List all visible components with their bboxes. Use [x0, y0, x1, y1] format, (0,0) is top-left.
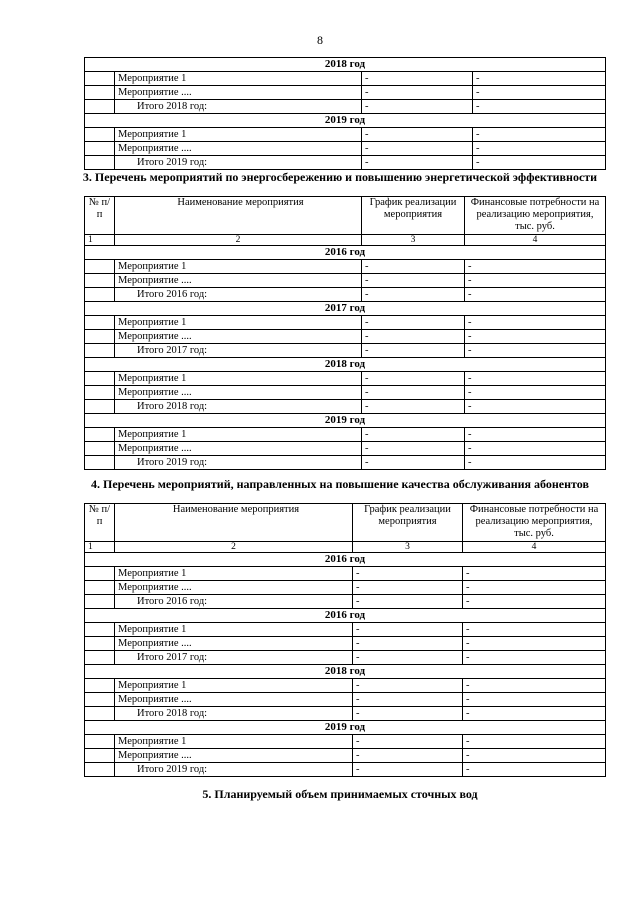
row-number-cell	[85, 428, 115, 442]
column-number: 1	[85, 542, 115, 553]
total-label: Итого 2018 год:	[115, 707, 353, 721]
column-number: 1	[85, 235, 115, 246]
activity-row	[85, 679, 606, 693]
header-activity-name: Наименование мероприятия	[115, 197, 362, 235]
row-number-cell	[85, 288, 115, 302]
activity-name: Мероприятие ....	[115, 442, 362, 456]
row-number-cell	[85, 637, 115, 651]
row-number-cell	[85, 456, 115, 470]
activity-row	[85, 693, 606, 707]
row-number-cell	[85, 344, 115, 358]
finance-cell: -	[473, 72, 606, 86]
row-number-cell	[85, 372, 115, 386]
activity-name: Мероприятие ....	[115, 86, 362, 100]
finance-cell: -	[465, 400, 606, 414]
finance-cell: -	[473, 128, 606, 142]
finance-cell: -	[465, 330, 606, 344]
column-number: 2	[115, 542, 353, 553]
row-number-cell	[85, 567, 115, 581]
activity-name: Мероприятие 1	[115, 735, 353, 749]
row-number-cell	[85, 707, 115, 721]
column-number: 3	[353, 542, 463, 553]
total-row	[85, 156, 606, 170]
row-number-cell	[85, 735, 115, 749]
total-label: Итого 2017 год:	[115, 344, 362, 358]
activity-name: Мероприятие ....	[115, 581, 353, 595]
activity-row	[85, 581, 606, 595]
schedule-cell: -	[362, 442, 465, 456]
schedule-cell: -	[362, 72, 473, 86]
finance-cell: -	[465, 442, 606, 456]
finance-cell: -	[463, 567, 606, 581]
activity-row	[85, 442, 606, 456]
year-row	[85, 721, 606, 735]
total-row	[85, 456, 606, 470]
activity-name: Мероприятие ....	[115, 749, 353, 763]
schedule-cell: -	[353, 637, 463, 651]
finance-cell: -	[465, 428, 606, 442]
schedule-cell: -	[362, 288, 465, 302]
schedule-cell: -	[362, 260, 465, 274]
schedule-cell: -	[362, 386, 465, 400]
column-number: 3	[362, 235, 465, 246]
activity-name: Мероприятие 1	[115, 72, 362, 86]
total-label: Итого 2018 год:	[115, 100, 362, 114]
activity-row	[85, 623, 606, 637]
total-label: Итого 2018 год:	[115, 400, 362, 414]
row-number-cell	[85, 128, 115, 142]
total-label: Итого 2016 год:	[115, 595, 353, 609]
finance-cell: -	[465, 372, 606, 386]
schedule-cell: -	[362, 372, 465, 386]
schedule-cell: -	[362, 316, 465, 330]
finance-cell: -	[473, 86, 606, 100]
row-number-cell	[85, 72, 115, 86]
finance-cell: -	[463, 735, 606, 749]
schedule-cell: -	[353, 707, 463, 721]
schedule-cell: -	[362, 456, 465, 470]
schedule-cell: -	[362, 344, 465, 358]
activity-row	[85, 260, 606, 274]
row-number-cell	[85, 749, 115, 763]
schedule-cell: -	[362, 100, 473, 114]
activity-row	[85, 142, 606, 156]
total-label: Итого 2019 год:	[115, 156, 362, 170]
page-number: 8	[317, 33, 323, 47]
activity-name: Мероприятие 1	[115, 567, 353, 581]
activity-row	[85, 86, 606, 100]
finance-cell: -	[473, 142, 606, 156]
activity-name: Мероприятие ....	[115, 330, 362, 344]
total-label: Итого 2017 год:	[115, 651, 353, 665]
schedule-cell: -	[353, 693, 463, 707]
row-number-cell	[85, 274, 115, 288]
activity-name: Мероприятие 1	[115, 128, 362, 142]
finance-cell: -	[465, 288, 606, 302]
finance-cell: -	[463, 763, 606, 777]
total-label: Итого 2019 год:	[115, 763, 353, 777]
column-number: 2	[115, 235, 362, 246]
row-number-cell	[85, 763, 115, 777]
schedule-cell: -	[362, 400, 465, 414]
schedule-cell: -	[362, 156, 473, 170]
finance-cell: -	[463, 637, 606, 651]
finance-cell: -	[463, 595, 606, 609]
total-label: Итого 2019 год:	[115, 456, 362, 470]
total-row	[85, 344, 606, 358]
schedule-cell: -	[362, 428, 465, 442]
year-heading: 2018 год	[85, 665, 606, 679]
finance-cell: -	[463, 651, 606, 665]
row-number-cell	[85, 386, 115, 400]
activity-row	[85, 128, 606, 142]
activity-name: Мероприятие ....	[115, 637, 353, 651]
section-4-title: 4. Перечень мероприятий, направленных на повышение качества обслуживания абонентов	[91, 477, 589, 491]
schedule-cell: -	[353, 749, 463, 763]
activity-row	[85, 330, 606, 344]
year-heading: 2018 год	[85, 358, 606, 372]
activity-name: Мероприятие ....	[115, 386, 362, 400]
activity-row	[85, 372, 606, 386]
column-number: 4	[465, 235, 606, 246]
header-schedule: График реализации мероприятия	[362, 197, 465, 235]
row-number-cell	[85, 442, 115, 456]
activity-row	[85, 386, 606, 400]
activity-name: Мероприятие ....	[115, 142, 362, 156]
activity-name: Мероприятие ....	[115, 274, 362, 288]
activity-row	[85, 567, 606, 581]
column-number-row	[85, 542, 606, 553]
section-4-table	[84, 503, 606, 777]
section-4-table-body	[85, 504, 606, 777]
row-number-cell	[85, 623, 115, 637]
header-number: № п/п	[85, 504, 115, 542]
section-3-title: 3. Перечень мероприятий по энергосбережению и повышению энергетической эффективности	[82, 170, 598, 184]
top-table-body	[85, 58, 606, 170]
schedule-cell: -	[362, 86, 473, 100]
total-row	[85, 763, 606, 777]
activity-row	[85, 749, 606, 763]
row-number-cell	[85, 100, 115, 114]
activity-row	[85, 637, 606, 651]
row-number-cell	[85, 330, 115, 344]
finance-cell: -	[465, 274, 606, 288]
finance-cell: -	[463, 693, 606, 707]
finance-cell: -	[463, 707, 606, 721]
finance-cell: -	[463, 623, 606, 637]
year-row	[85, 609, 606, 623]
row-number-cell	[85, 679, 115, 693]
header-finance: Финансовые потребности на реализацию мероприятия, тыс. руб.	[463, 504, 606, 542]
year-heading: 2016 год	[85, 246, 606, 260]
year-row	[85, 246, 606, 260]
column-number: 4	[463, 542, 606, 553]
activity-name: Мероприятие 1	[115, 372, 362, 386]
activity-name: Мероприятие 1	[115, 679, 353, 693]
finance-cell: -	[465, 260, 606, 274]
schedule-cell: -	[362, 128, 473, 142]
header-row	[85, 197, 606, 235]
row-number-cell	[85, 595, 115, 609]
finance-cell: -	[473, 100, 606, 114]
section-3-table	[84, 196, 606, 470]
activity-name: Мероприятие 1	[115, 428, 362, 442]
total-row	[85, 400, 606, 414]
activity-name: Мероприятие 1	[115, 316, 362, 330]
schedule-cell: -	[362, 274, 465, 288]
section-5-title: 5. Планируемый объем принимаемых сточных вод	[202, 787, 478, 801]
schedule-cell: -	[353, 581, 463, 595]
row-number-cell	[85, 693, 115, 707]
total-row	[85, 707, 606, 721]
finance-cell: -	[463, 749, 606, 763]
finance-cell: -	[465, 344, 606, 358]
schedule-cell: -	[362, 142, 473, 156]
finance-cell: -	[465, 386, 606, 400]
total-row	[85, 100, 606, 114]
finance-cell: -	[465, 456, 606, 470]
finance-cell: -	[473, 156, 606, 170]
row-number-cell	[85, 260, 115, 274]
year-row	[85, 302, 606, 316]
row-number-cell	[85, 156, 115, 170]
activity-name: Мероприятие 1	[115, 623, 353, 637]
year-row	[85, 414, 606, 428]
schedule-cell: -	[353, 595, 463, 609]
year-heading: 2016 год	[85, 609, 606, 623]
schedule-cell: -	[353, 651, 463, 665]
schedule-cell: -	[353, 623, 463, 637]
year-row	[85, 665, 606, 679]
total-row	[85, 651, 606, 665]
activity-name: Мероприятие 1	[115, 260, 362, 274]
row-number-cell	[85, 581, 115, 595]
finance-cell: -	[463, 581, 606, 595]
activity-name: Мероприятие ....	[115, 693, 353, 707]
finance-cell: -	[463, 679, 606, 693]
activity-row	[85, 428, 606, 442]
year-heading: 2019 год	[85, 114, 606, 128]
top-continuation-table	[84, 57, 606, 170]
activity-row	[85, 735, 606, 749]
schedule-cell: -	[362, 330, 465, 344]
column-number-row	[85, 235, 606, 246]
header-finance: Финансовые потребности на реализацию мероприятия, тыс. руб.	[465, 197, 606, 235]
year-heading: 2019 год	[85, 721, 606, 735]
header-number: № п/п	[85, 197, 115, 235]
row-number-cell	[85, 651, 115, 665]
total-row	[85, 288, 606, 302]
activity-row	[85, 274, 606, 288]
total-label: Итого 2016 год:	[115, 288, 362, 302]
header-row	[85, 504, 606, 542]
schedule-cell: -	[353, 735, 463, 749]
finance-cell: -	[465, 316, 606, 330]
row-number-cell	[85, 86, 115, 100]
activity-row	[85, 72, 606, 86]
year-heading: 2018 год	[85, 58, 606, 72]
schedule-cell: -	[353, 679, 463, 693]
row-number-cell	[85, 400, 115, 414]
year-row	[85, 114, 606, 128]
activity-row	[85, 316, 606, 330]
year-heading: 2017 год	[85, 302, 606, 316]
schedule-cell: -	[353, 567, 463, 581]
section-3-table-body	[85, 197, 606, 470]
schedule-cell: -	[353, 763, 463, 777]
header-schedule: График реализации мероприятия	[353, 504, 463, 542]
total-row	[85, 595, 606, 609]
row-number-cell	[85, 142, 115, 156]
year-heading: 2016 год	[85, 553, 606, 567]
year-row	[85, 58, 606, 72]
year-heading: 2019 год	[85, 414, 606, 428]
header-activity-name: Наименование мероприятия	[115, 504, 353, 542]
year-row	[85, 553, 606, 567]
year-row	[85, 358, 606, 372]
row-number-cell	[85, 316, 115, 330]
